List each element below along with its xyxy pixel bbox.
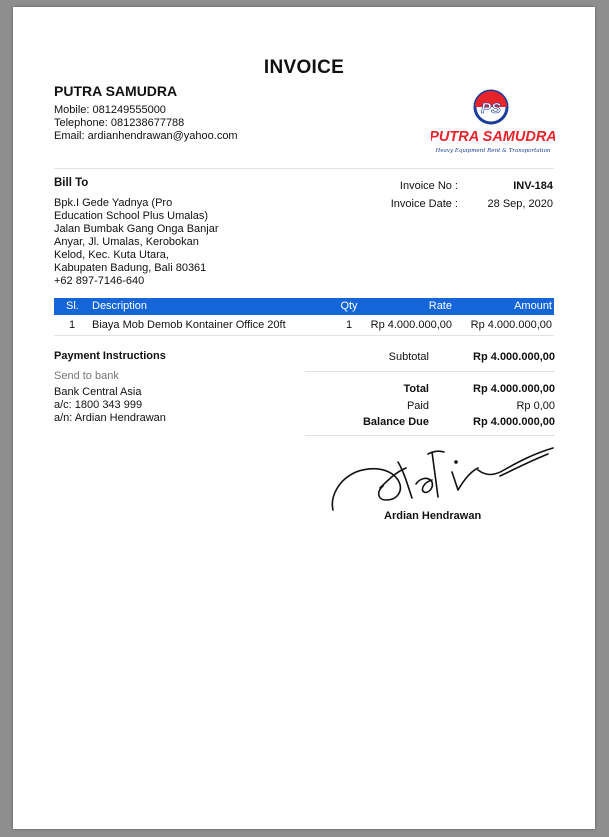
invoice-date-value: 28 Sep, 2020 bbox=[487, 198, 553, 210]
address-line: Kabupaten Badung, Bali 80361 bbox=[54, 262, 207, 274]
payment-heading: Payment Instructions bbox=[54, 350, 166, 362]
logo-tagline: Heavy Equipment Rent & Transportation bbox=[435, 148, 551, 154]
signature-graphic bbox=[328, 442, 558, 512]
balance-due-label: Balance Due bbox=[362, 416, 429, 428]
signature bbox=[328, 442, 558, 512]
invoice-page bbox=[13, 7, 595, 829]
row-description: Biaya Mob Demob Kontainer Office 20ft bbox=[92, 319, 286, 331]
address-line: Kelod, Kec. Kuta Utara, bbox=[54, 249, 169, 261]
address-line: Jalan Bumbak Gang Onga Banjar bbox=[54, 223, 219, 235]
page-title: INVOICE bbox=[263, 57, 345, 78]
invoice-date-label: Invoice Date : bbox=[390, 198, 458, 210]
bill-to-heading: Bill To bbox=[54, 177, 89, 189]
bank-details bbox=[54, 386, 166, 425]
bank-name: Bank Central Asia bbox=[54, 386, 142, 398]
bill-to-address bbox=[54, 197, 254, 288]
row-amount: Rp 4.000.000,00 bbox=[470, 319, 552, 331]
balance-due-value: Rp 4.000.000,00 bbox=[473, 416, 555, 428]
table-divider bbox=[54, 335, 554, 336]
row-sl: 1 bbox=[69, 319, 76, 331]
invoice-number-label: Invoice No : bbox=[399, 180, 458, 192]
table-row bbox=[54, 317, 554, 334]
subtotal-divider bbox=[305, 371, 555, 372]
payment-method: Send to bank bbox=[54, 370, 119, 382]
total-value: Rp 4.000.000,00 bbox=[473, 383, 555, 395]
row-qty: 1 bbox=[345, 319, 353, 331]
logo-graphic bbox=[431, 89, 555, 157]
company-name: PUTRA SAMUDRA bbox=[54, 83, 178, 99]
subtotal-label: Subtotal bbox=[388, 351, 429, 363]
subtotal-value: Rp 4.000.000,00 bbox=[473, 351, 555, 363]
bank-account: a/c: 1800 343 999 bbox=[54, 399, 143, 411]
address-line: Bpk.I Gede Yadnya (Pro bbox=[54, 197, 173, 209]
address-line: Education School Plus Umalas) bbox=[54, 210, 209, 222]
logo-monogram: PS bbox=[480, 100, 502, 117]
company-telephone: Telephone: 081238677788 bbox=[54, 117, 185, 129]
summary-divider bbox=[305, 435, 555, 436]
bank-account-name: a/n: Ardian Hendrawan bbox=[54, 412, 166, 424]
company-logo bbox=[431, 89, 555, 157]
col-rate-header: Rate bbox=[428, 300, 452, 312]
paid-value: Rp 0,00 bbox=[516, 400, 555, 412]
col-qty-header: Qty bbox=[340, 300, 358, 312]
row-rate: Rp 4.000.000,00 bbox=[370, 319, 452, 331]
col-amount-header: Amount bbox=[514, 300, 552, 312]
col-description-header: Description bbox=[92, 300, 148, 312]
signer-name: Ardian Hendrawan bbox=[384, 510, 482, 522]
invoice-number-value: INV-184 bbox=[513, 180, 553, 192]
address-line: +62 897-7146-640 bbox=[54, 275, 145, 287]
paid-label: Paid bbox=[406, 400, 429, 412]
logo-wordmark: PUTRA SAMUDRA bbox=[431, 129, 555, 145]
header-divider bbox=[54, 168, 554, 169]
address-line: Anyar, Jl. Umalas, Kerobokan bbox=[54, 236, 199, 248]
company-mobile: Mobile: 081249555000 bbox=[54, 104, 166, 116]
col-sl-header: Sl. bbox=[66, 300, 79, 312]
company-email: Email: ardianhendrawan@yahoo.com bbox=[54, 130, 238, 142]
total-label: Total bbox=[403, 383, 429, 395]
items-table-header bbox=[54, 298, 554, 315]
